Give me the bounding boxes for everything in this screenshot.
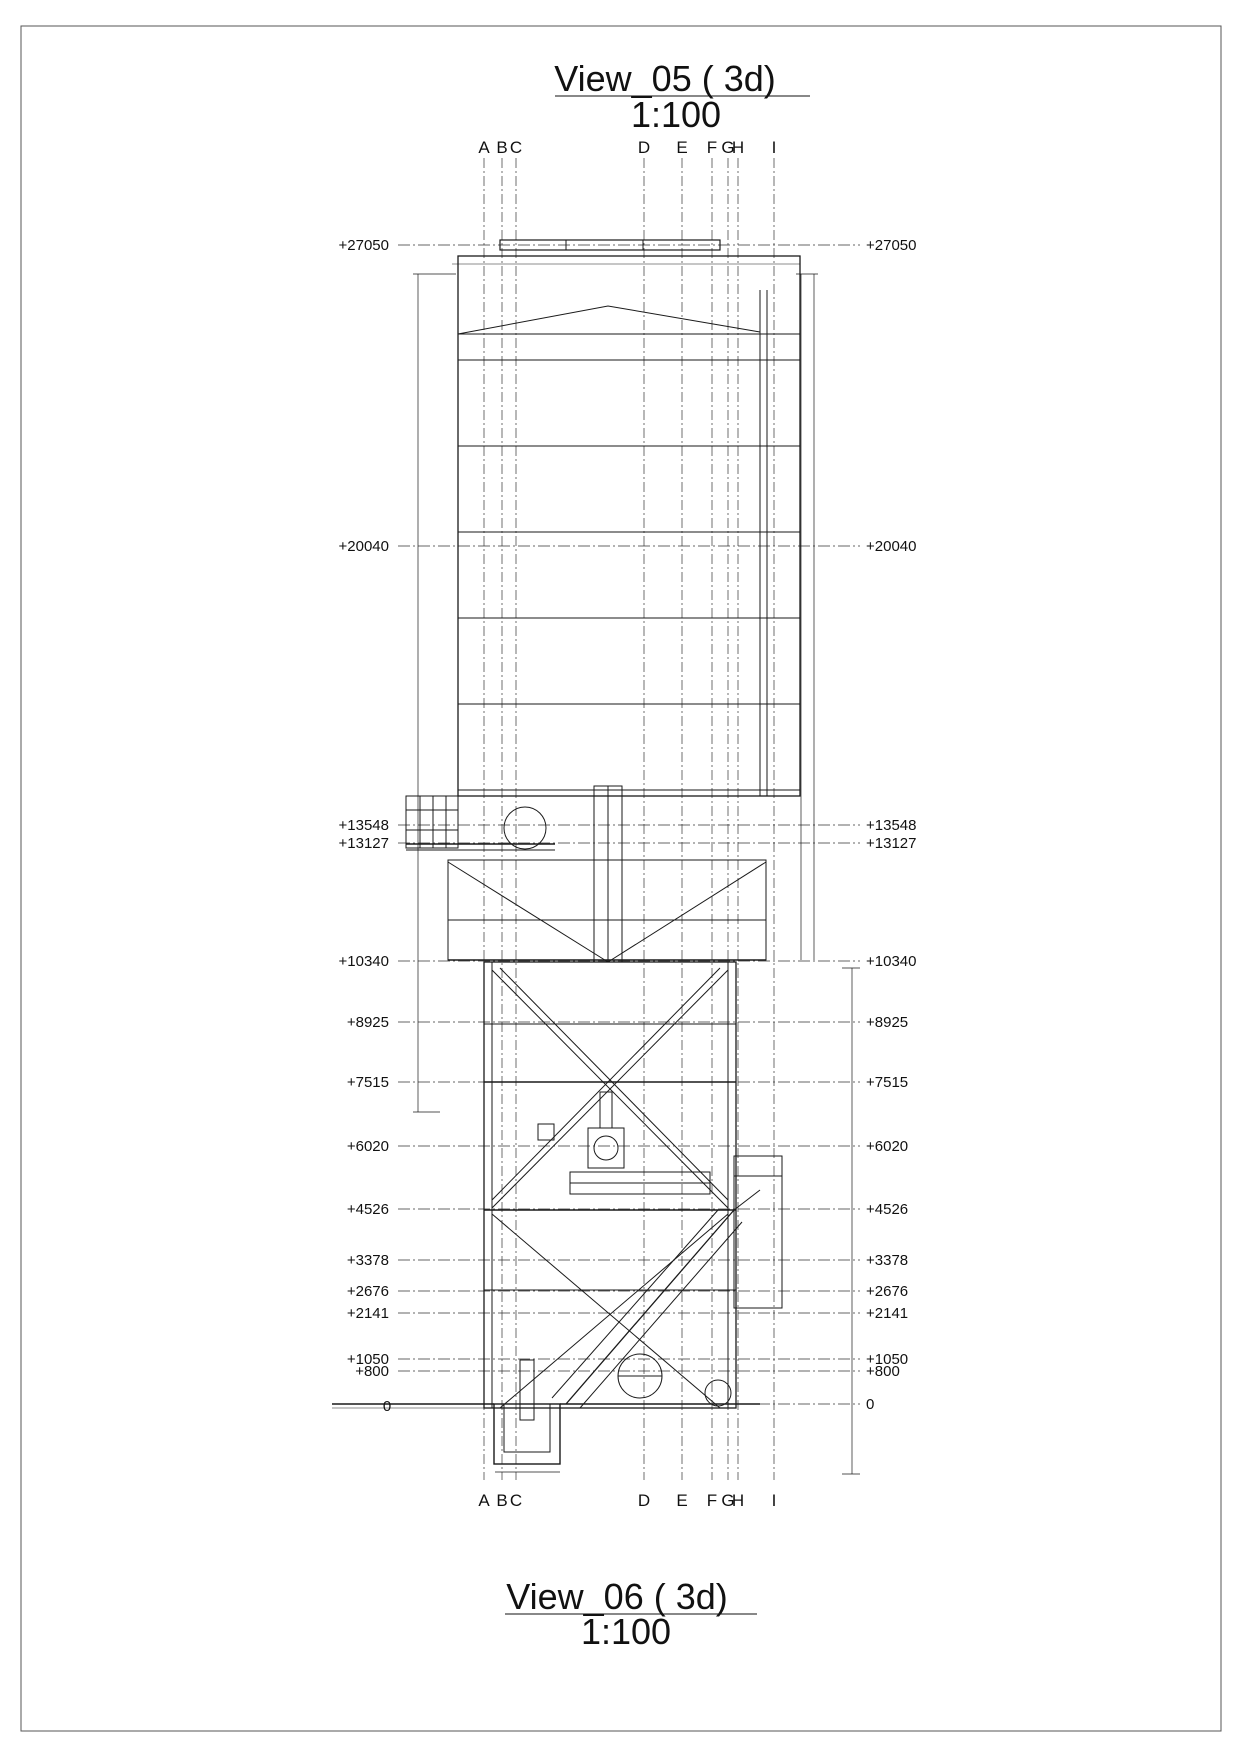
level-label-right-800: +800 bbox=[866, 1363, 900, 1380]
axis-label-top-a: A bbox=[478, 138, 490, 157]
stair-tower bbox=[734, 1156, 782, 1308]
silo-roof bbox=[458, 306, 760, 334]
level-label-right-13548: +13548 bbox=[866, 817, 917, 834]
title-view-05: View_05 ( 3d) bbox=[554, 58, 776, 99]
scale-view-05: 1:100 bbox=[630, 94, 722, 135]
axis-label-top-c: C bbox=[509, 138, 523, 157]
stair-flight bbox=[566, 1210, 734, 1404]
level-label-left-13548: +13548 bbox=[338, 817, 389, 834]
axis-label-bottom-a: A bbox=[478, 1491, 490, 1510]
scale-view-06: 1:100 bbox=[580, 1611, 672, 1652]
structure bbox=[332, 240, 860, 1474]
level-label-left-20040: +20040 bbox=[338, 538, 389, 555]
level-label-left-2676: +2676 bbox=[346, 1283, 389, 1300]
level-label-right-13127: +13127 bbox=[866, 835, 917, 852]
level-label-right-2676: +2676 bbox=[866, 1283, 909, 1300]
feeder-unit bbox=[588, 1128, 624, 1168]
axis-label-top-b: B bbox=[496, 138, 508, 157]
level-label-left-13127: +13127 bbox=[338, 835, 389, 852]
level-label-right-8925: +8925 bbox=[866, 1014, 909, 1031]
level-label-left-1050: +1050 bbox=[346, 1351, 389, 1368]
level-label-right-6020: +6020 bbox=[866, 1138, 909, 1155]
level-label-right-7515: +7515 bbox=[866, 1074, 909, 1091]
axis-label-bottom-f: F bbox=[706, 1491, 718, 1510]
axis-label-top-h: H bbox=[731, 138, 745, 157]
hopper-box bbox=[448, 860, 766, 960]
axis-label-top-f: F bbox=[706, 138, 718, 157]
walkway-platform bbox=[406, 796, 458, 848]
level-label-left-6020: +6020 bbox=[346, 1138, 389, 1155]
level-label-right-20040: +20040 bbox=[866, 538, 917, 555]
level-label-right-2141: +2141 bbox=[866, 1305, 909, 1322]
title-view-06: View_06 ( 3d) bbox=[506, 1576, 728, 1617]
level-label-left-800: +800 bbox=[355, 1363, 389, 1380]
axis-label-bottom-h: H bbox=[731, 1491, 745, 1510]
sheet-border bbox=[21, 26, 1221, 1731]
level-label-left-3378: +3378 bbox=[346, 1252, 389, 1269]
silo-body bbox=[458, 256, 800, 796]
axis-label-top-e: E bbox=[676, 138, 688, 157]
axis-label-bottom-d: D bbox=[637, 1491, 651, 1510]
level-label-right-0: 0 bbox=[866, 1396, 875, 1413]
axis-label-top-i: I bbox=[771, 138, 777, 157]
level-label-left-8925: +8925 bbox=[346, 1014, 389, 1031]
axis-label-bottom-e: E bbox=[676, 1491, 688, 1510]
level-label-left-10340: +10340 bbox=[338, 953, 389, 970]
level-label-right-1050: +1050 bbox=[866, 1351, 909, 1368]
axis-label-bottom-c: C bbox=[509, 1491, 523, 1510]
level-label-left-27050: +27050 bbox=[338, 237, 389, 254]
level-label-left-4526: +4526 bbox=[346, 1201, 389, 1218]
axis-label-bottom-b: B bbox=[496, 1491, 508, 1510]
tank-circle-right bbox=[705, 1380, 731, 1406]
axis-label-bottom-g: G bbox=[721, 1491, 735, 1510]
axis-grid bbox=[478, 138, 776, 1510]
level-label-right-4526: +4526 bbox=[866, 1201, 909, 1218]
axis-label-top-g: G bbox=[721, 138, 735, 157]
support-frame bbox=[484, 962, 736, 1408]
level-label-right-27050: +27050 bbox=[866, 237, 917, 254]
axis-label-bottom-i: I bbox=[771, 1491, 777, 1510]
level-label-left-2141: +2141 bbox=[346, 1305, 389, 1322]
axis-label-top-d: D bbox=[637, 138, 651, 157]
level-label-right-3378: +3378 bbox=[866, 1252, 909, 1269]
ground-level-label: 0 bbox=[382, 1398, 392, 1415]
level-label-left-7515: +7515 bbox=[346, 1074, 389, 1091]
level-marks bbox=[339, 237, 917, 1413]
pump bbox=[520, 1360, 534, 1420]
level-label-right-10340: +10340 bbox=[866, 953, 917, 970]
